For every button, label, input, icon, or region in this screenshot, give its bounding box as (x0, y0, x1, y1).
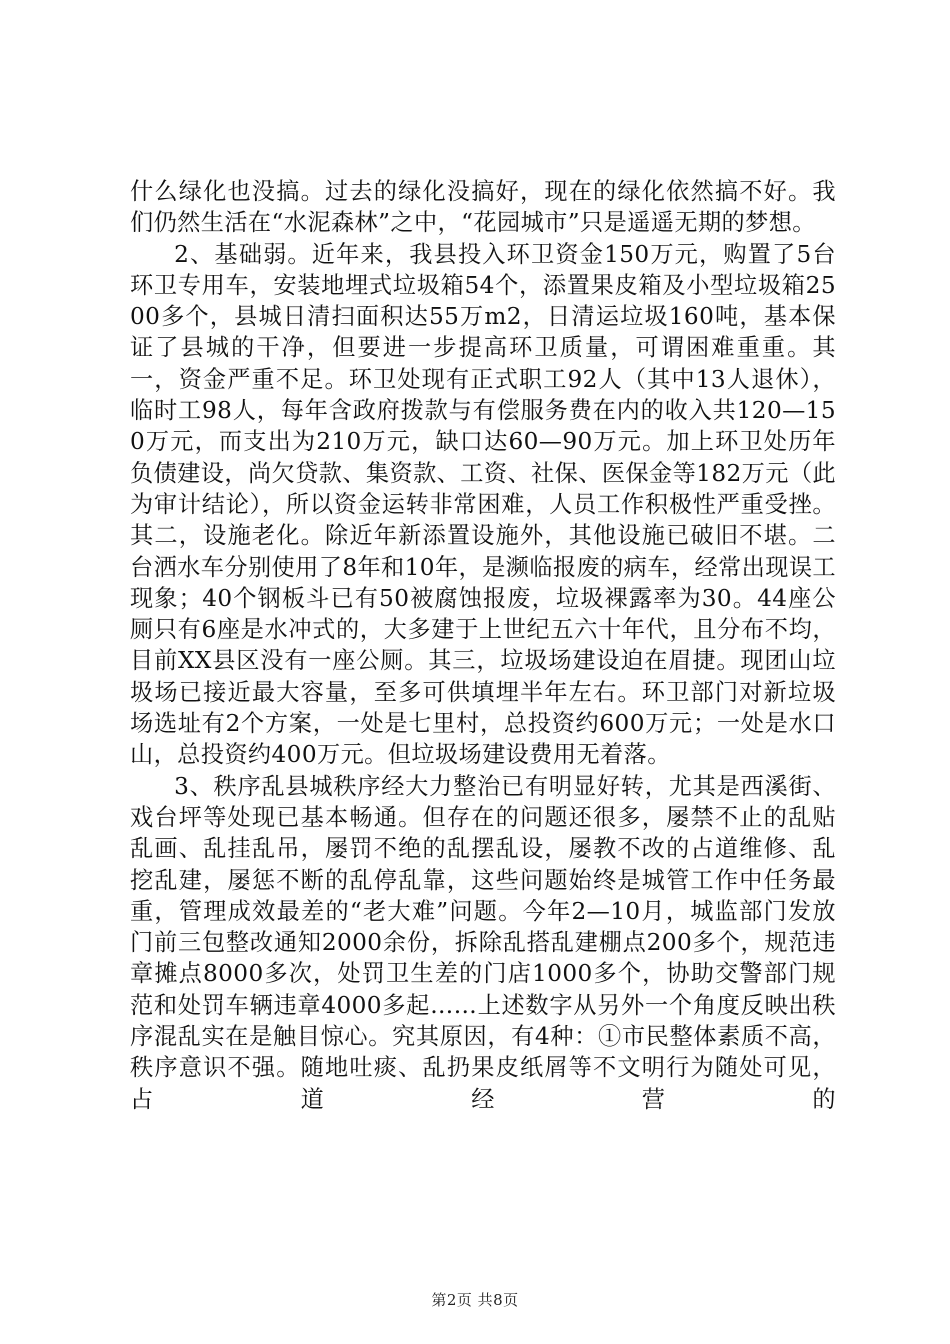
page-footer: 第2页 共8页 (431, 1291, 519, 1309)
paragraph-greening: 什么绿化也没搞。过去的绿化没搞好，现在的绿化依然搞不好。我们仍然生活在“水泥森林”之中，“花园城市”只是遥遥无期的梦想。 (130, 178, 836, 237)
document-body (130, 176, 836, 1115)
paragraph-infrastructure: 2、基础弱。近年来，我县投入环卫资金150万元，购置了5台环卫专用车，安装地埋式垃圾箱54个，添置果皮箱及小型垃圾箱2500多个，县城日清扫面积达55万m2，日清运垃圾160吨，基本保证了县城的干净，但要进一步提高环卫质量，可谓困难重重。其一，资金严重不足。环卫处现有正式职工92人（其中13人退休），临时工98人，每年含政府拨款与有偿服务费在内的收入共120—150万元，而支出为210万元，缺口达60—90万元。加上环卫处历年负债建设，尚欠贷款、集资款、工资、社保、医保金等182万元（此为审计结论），所以资金运转非常困难，人员工作积极性严重受挫。其二，设施老化。除近年新添置设施外，其他设施已破旧不堪。二台洒水车分别使用了8年和10年，是濒临报废的病车，经常出现误工现象；40个钢板斗已有50被腐蚀报废，垃圾裸露率为30。44座公厕只有6座是水冲式的，大多建于上世纪五六十年代，且分布不均，目前XX县区没有一座公厕。其三，垃圾场建设迫在眉捷。现团山垃圾场已接近最大容量，至多可供填埋半年左右。环卫部门对新垃圾场选址有2个方案，一处是七里村，总投资约600万元；一处是水口山，总投资约400万元。但垃圾场建设费用无着落。 (130, 240, 836, 769)
paragraph-order: 3、秩序乱县城秩序经大力整治已有明显好转，尤其是西溪街、戏台坪等处现已基本畅通。但存在的问题还很多，屡禁不止的乱贴乱画、乱挂乱吊，屡罚不绝的乱摆乱设，屡教不改的占道维修、乱挖乱建，屡惩不断的乱停乱靠，这些问题始终是城管工作中任务最重，管理成效最差的“老大难”问题。今年2—10月，城监部门发放门前三包整改通知2000余份，拆除乱搭乱建棚点200多个，规范违章摊点8000多次，处罚卫生差的门店1000多个，协助交警部门规范和处罚车辆违章4000多起……上述数字从另外一个角度反映出秩序混乱实在是触目惊心。究其原因，有4种：①市民整体素质不高，秩序意识不强。随地吐痰、乱扔果皮纸屑等不文明行为随处可见，占道经营的 (130, 772, 836, 1113)
